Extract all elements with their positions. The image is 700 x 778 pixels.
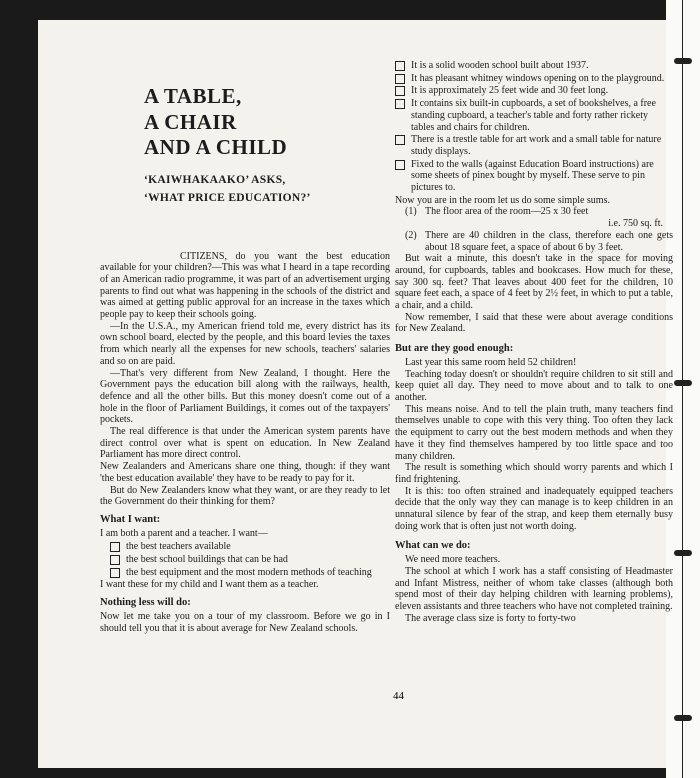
title-line: A CHAIR: [144, 109, 237, 134]
checklist-item: the best school buildings that can be had: [110, 554, 390, 566]
checkbox-icon: [395, 99, 405, 109]
checkbox-icon: [110, 542, 120, 552]
section-heading: What I want:: [100, 513, 161, 525]
section-heading: What can we do:: [395, 540, 471, 552]
checkbox-icon: [395, 74, 405, 84]
paragraph: Now let me take you on a tour of my classroom. Before we go in I should tell you that it is about average for New Zealand schools.: [100, 610, 390, 634]
paragraph: The result is something which should worry parents and which I find frightening.: [395, 462, 673, 485]
paragraph: Last year this same room held 52 children!: [405, 356, 577, 368]
paragraph: I am both a parent and a teacher. I want—: [100, 527, 268, 539]
numbered-item: (1) The floor area of the room—25 x 30 feet: [405, 206, 589, 218]
paragraph: The school at which I work has a staff consisting of Headmaster and Infant Mistress, neither of whom take classes (although both spend most of their day helping children with learning problems), eleven assistants and three teachers who have not completed training.: [395, 565, 673, 612]
article-title: [144, 84, 390, 161]
checklist-item: Fixed to the walls (against Education Board instructions) are some sheets of pinex bought by myself. These serve to pin pictures to.: [395, 159, 673, 194]
scan-mark: [674, 58, 692, 64]
page-number: 44: [393, 690, 404, 702]
paragraph: It is this: too often strained and inadequately equipped teachers decide that the only way they can manage is to keep children in an unnatural silence by fear of the strap, and keep them eternally busy doing work that is often just not worth doing.: [395, 485, 673, 532]
checkbox-icon: [110, 568, 120, 578]
right-column: [395, 60, 673, 624]
title-line: A TABLE,: [144, 84, 242, 108]
paragraph: —That's very different from New Zealand, I thought. Here the Government pays the education bill along with the railways, health, defence and all the other bills. But this money doesn't come out of a hole in the floor of Parliament Buildings, it comes out of the taxpayers' pockets.: [100, 367, 390, 426]
paragraph: We need more teachers.: [405, 554, 501, 566]
paragraph: Now you are in the room let us do some simple sums.: [395, 194, 610, 206]
checkbox-icon: [110, 555, 120, 565]
checklist-item: It is a solid wooden school built about 1937.: [395, 60, 673, 72]
paragraph: The average class size is forty to forty-two: [405, 612, 576, 624]
section-heading: Nothing less will do:: [100, 597, 191, 609]
checkbox-icon: [395, 61, 405, 71]
paragraph: The real difference is that under the American system parents have direct control over what is spent on education. In New Zealand Parliament has more direct control.: [100, 426, 390, 461]
numbered-item: (2) There are 40 children in the class, therefore each one gets about 18 square feet, a space of about 6 by 3 feet.: [405, 229, 673, 253]
section-heading: But are they good enough:: [395, 343, 514, 355]
checklist-item: the best teachers available: [110, 541, 390, 553]
paragraph: But wait a minute, this doesn't take in the space for moving around, for cupboards, tables and bookcases. How much for these, say 300 sq. feet? That leaves about 400 feet for the children, 10 square feet each, a space of 4 feet by 2½ feet, in which to put a table, a chair, and a child.: [395, 253, 673, 312]
title-line: AND A CHILD: [144, 135, 288, 159]
scan-mark: [674, 380, 692, 386]
article-subtitle: [144, 171, 390, 207]
checklist-item: It has pleasant whitney windows opening on to the playground.: [395, 73, 673, 85]
paragraph: —In the U.S.A., my American friend told me, every district has its own school board, elected by the people, and this board levies the taxes from which nearly all the expenses for new schools, teachers' salaries and so on are paid.: [100, 320, 390, 367]
paragraph: But do New Zealanders know what they want, or are they ready to let the Government do their thinking for them?: [100, 484, 390, 508]
left-column: [100, 82, 390, 634]
paragraph: Teaching today doesn't or shouldn't require children to sit still and keep quiet all day. They need to move about and to talk to one another.: [395, 368, 673, 403]
paragraph: Now remember, I said that these were about average conditions for New Zealand.: [395, 311, 673, 335]
checklist-item: There is a trestle table for art work and a small table for nature study displays.: [395, 134, 673, 157]
paragraph: New Zealanders and Americans share one thing, though: if they want 'the best education available' they have to be ready to pay for it.: [100, 461, 390, 484]
checklist-item: It is approximately 25 feet wide and 30 feet long.: [395, 85, 673, 97]
checkbox-icon: [395, 86, 405, 96]
paragraph: This means noise. And to tell the plain truth, many teachers find themselves unable to cope with this very thing. Too often they lack the equipment to carry out the best modern methods and when they have it they find themselves hampered by too little space and too many children.: [395, 403, 673, 462]
subtitle-line: ‘KAIWHAKAAKO’ ASKS,: [144, 173, 286, 186]
scan-edge-line: [682, 0, 683, 778]
paragraph: I want these for my child and I want them as a teacher.: [100, 579, 319, 591]
checklist-item: the best equipment and the most modern methods of teaching: [110, 567, 390, 579]
checklist-item: It contains six built-in cupboards, a set of bookshelves, a free standing cupboard, a teacher's table and forty rather rickety tables and chairs for children.: [395, 98, 673, 133]
paragraph: i.e. 750 sq. ft.: [608, 218, 663, 230]
subtitle-line: ‘WHAT PRICE EDUCATION?’: [144, 191, 311, 204]
scan-mark: [674, 715, 692, 721]
paragraph: CITIZENS, do you want the best education available for your children?—This was what I heard in a tape recording of an American radio programme, it was part of an advertisement urging parents to find out what was happening in the schools of the district and was aimed at getting public approval for an increase in the taxes which people pay to keep their schools going.: [100, 250, 390, 321]
scan-mark: [674, 550, 692, 556]
checkbox-icon: [395, 135, 405, 145]
checkbox-icon: [395, 160, 405, 170]
